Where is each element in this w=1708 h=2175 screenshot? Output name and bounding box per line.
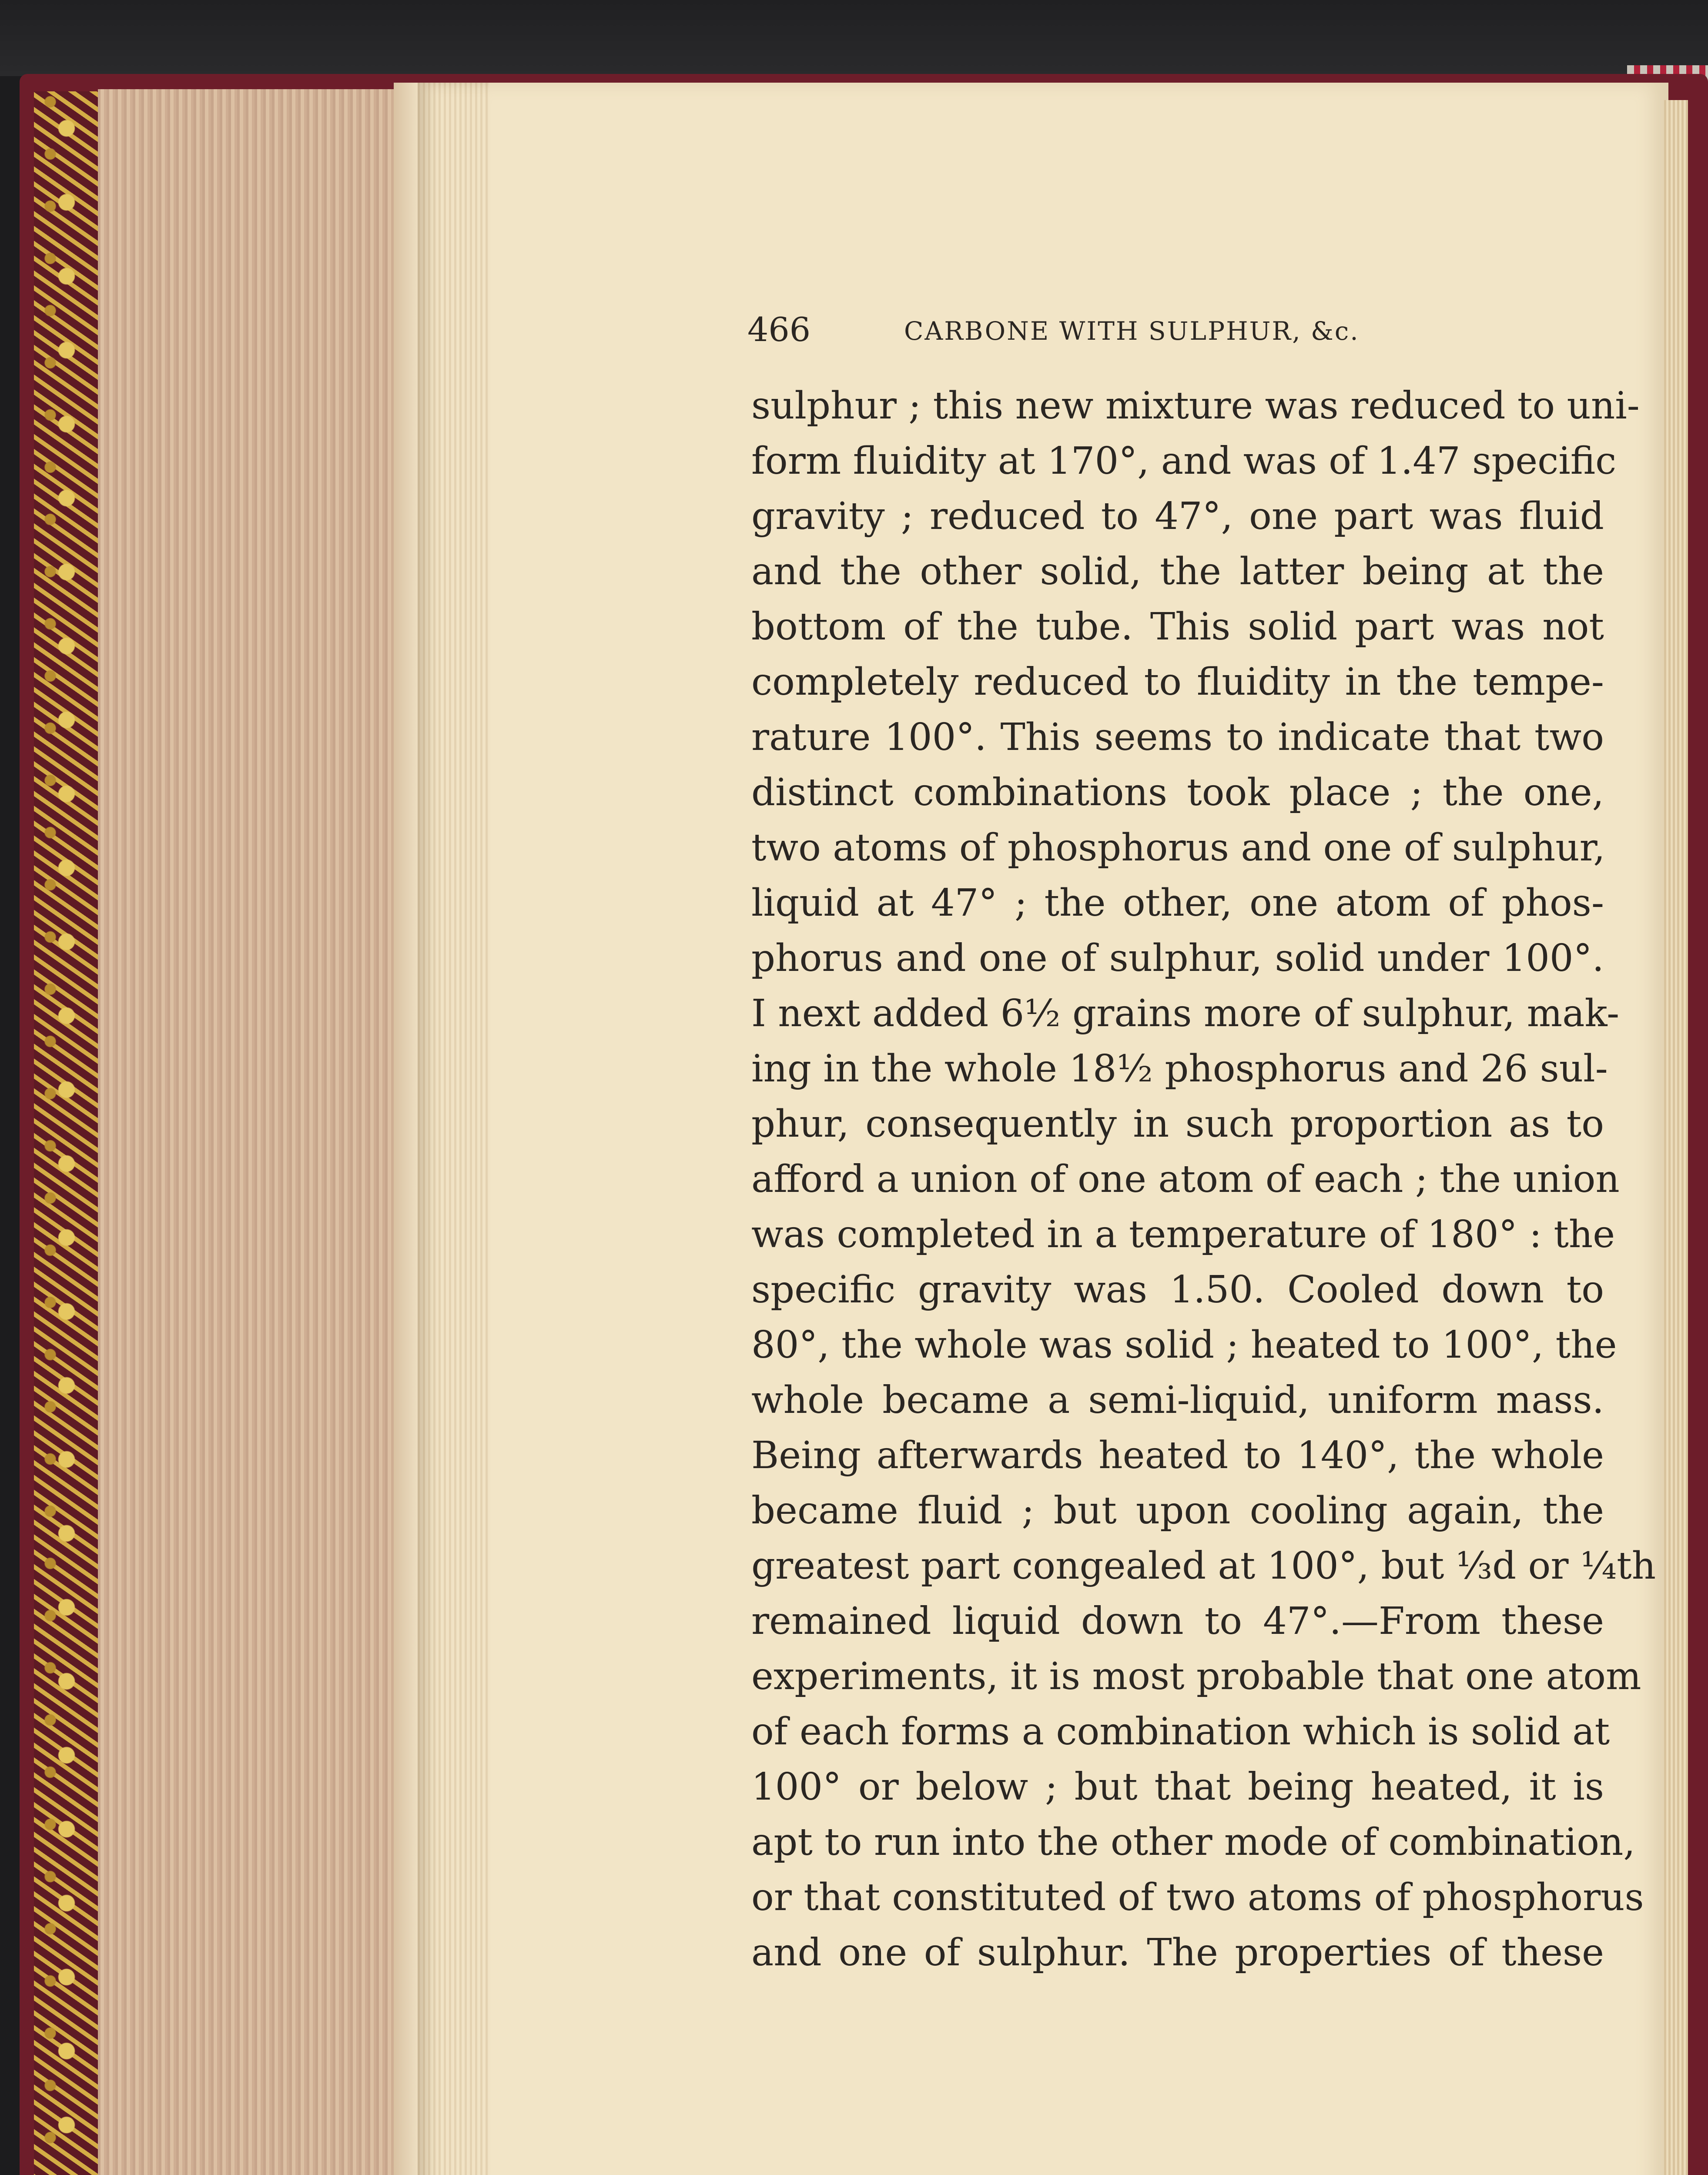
- left-page-edge: [394, 83, 420, 2175]
- text-line: form fluidity at 170°, and was of 1.47 specific: [751, 439, 1617, 483]
- text-line: and one of sulphur. The properties of these: [751, 1931, 1604, 1974]
- running-title: CARBONE WITH SULPHUR, &c.: [904, 316, 1360, 346]
- text-line: I next added 6½ grains more of sulphur, mak-: [751, 992, 1620, 1035]
- text-line: phur, consequently in such proportion as to: [751, 1102, 1604, 1146]
- text-line: became fluid ; but upon cooling again, the: [751, 1489, 1604, 1533]
- text-line: afford a union of one atom of each ; the union: [751, 1158, 1620, 1201]
- text-line: bottom of the tube. This solid part was not: [751, 605, 1604, 649]
- text-line: liquid at 47° ; the other, one atom of phos-: [751, 881, 1604, 925]
- text-line: Being afterwards heated to 140°, the whole: [751, 1434, 1604, 1477]
- text-line: was completed in a temperature of 180° : the: [751, 1213, 1615, 1256]
- page-number: 466: [747, 310, 811, 349]
- gilt-spine-decoration: [34, 91, 105, 2175]
- text-line: experiments, it is most probable that one atom: [751, 1655, 1641, 1698]
- text-line: distinct combinations took place ; the one,: [751, 771, 1604, 814]
- text-line: remained liquid down to 47°.—From these: [751, 1599, 1604, 1643]
- text-line: phorus and one of sulphur, solid under 100°.: [751, 937, 1604, 980]
- text-line: 80°, the whole was solid ; heated to 100°, the: [751, 1323, 1617, 1367]
- text-line: apt to run into the other mode of combination,: [751, 1820, 1635, 1864]
- page-right-edge: [1664, 100, 1688, 2175]
- left-page-block: [98, 89, 398, 2175]
- background-top: [0, 0, 1708, 76]
- text-line: of each forms a combination which is solid at: [751, 1710, 1610, 1753]
- text-line: and the other solid, the latter being at the: [751, 550, 1604, 593]
- text-line: greatest part congealed at 100°, but ⅓d or ¼th: [751, 1544, 1656, 1588]
- body-text: [751, 378, 1656, 1981]
- running-head: [747, 306, 1478, 354]
- page-gutter: [418, 83, 492, 2175]
- text-line: two atoms of phosphorus and one of sulphur,: [751, 826, 1605, 870]
- text-line: 100° or below ; but that being heated, it is: [751, 1765, 1604, 1809]
- text-line: sulphur ; this new mixture was reduced to uni-: [751, 384, 1640, 428]
- text-line: or that constituted of two atoms of phosphorus: [751, 1876, 1644, 1919]
- text-line: gravity ; reduced to 47°, one part was fluid: [751, 495, 1604, 538]
- text-line: rature 100°. This seems to indicate that two: [751, 716, 1604, 759]
- text-line: ing in the whole 18½ phosphorus and 26 sul-: [751, 1047, 1608, 1091]
- text-line: completely reduced to fluidity in the tempe-: [751, 660, 1604, 704]
- text-line: whole became a semi-liquid, uniform mass.: [751, 1379, 1604, 1422]
- text-line: specific gravity was 1.50. Cooled down to: [751, 1268, 1604, 1312]
